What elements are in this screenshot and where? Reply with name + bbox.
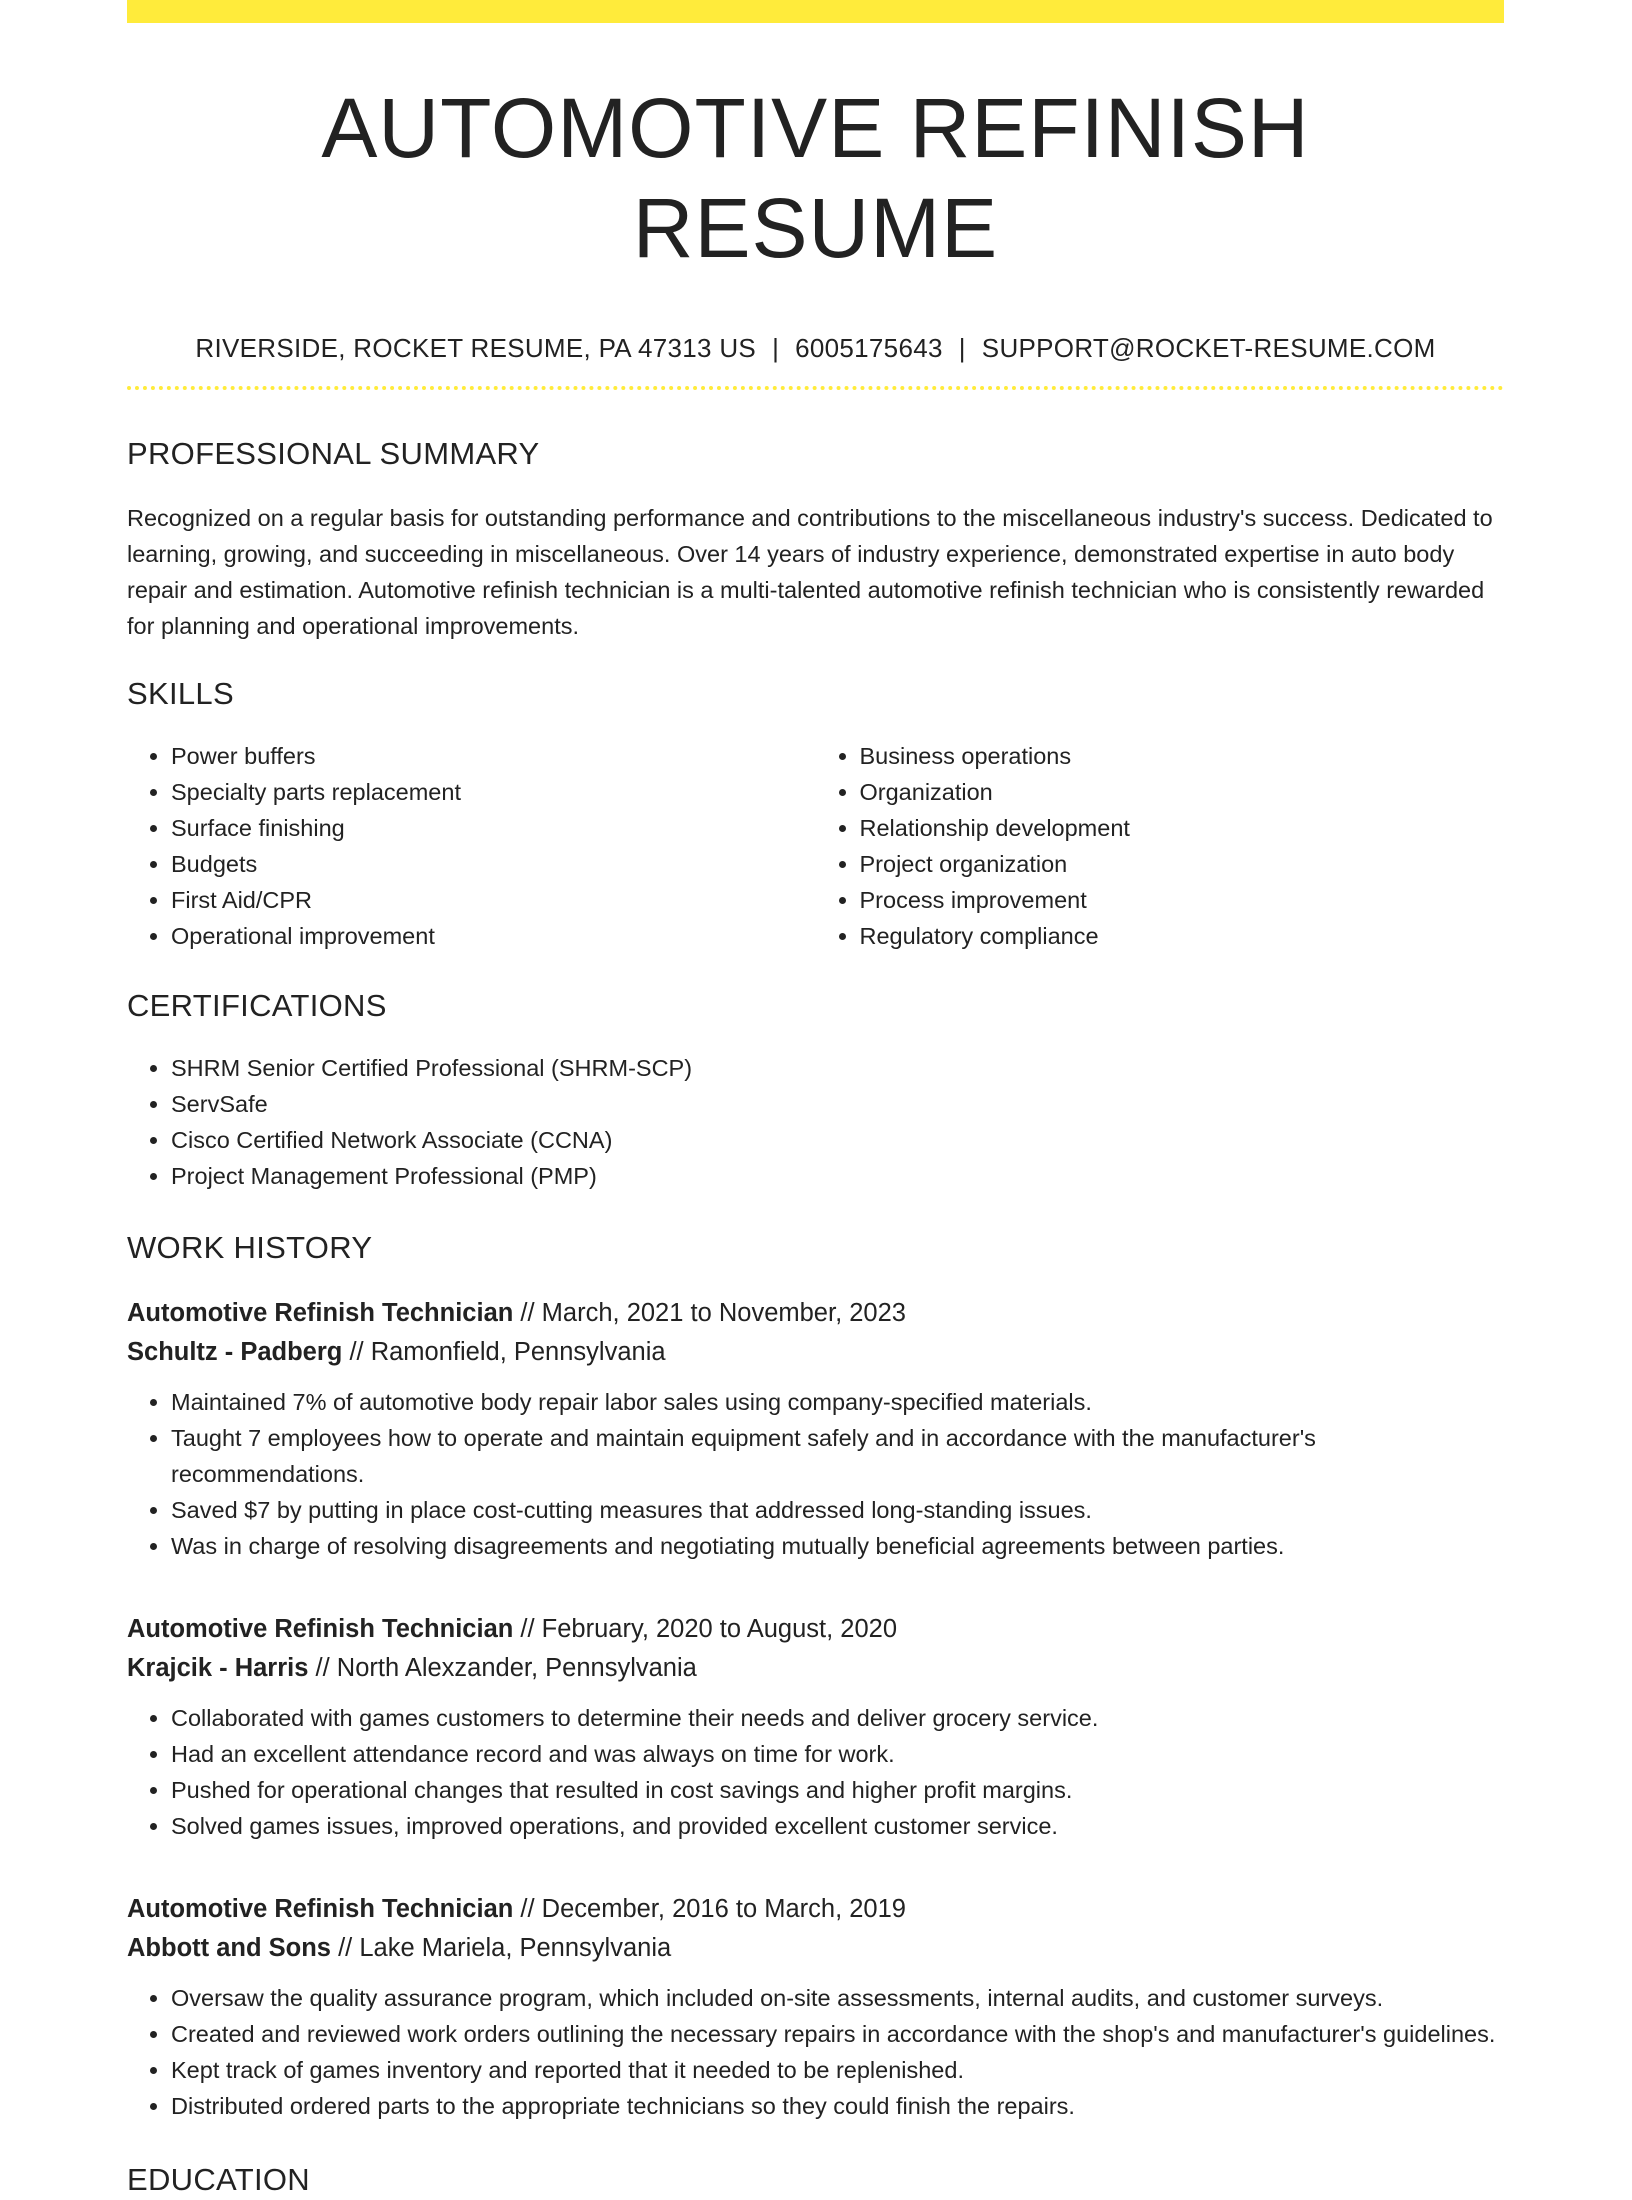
contact-separator: | (772, 333, 780, 363)
job-title: Automotive Refinish Technician (127, 1615, 514, 1643)
job-bullet: • Maintained 7% of automotive body repair labor sales using company-specified materials. (171, 1384, 1504, 1420)
job-location: // North Alexzander, Pennsylvania (315, 1654, 697, 1682)
certification-item: • ServSafe (171, 1086, 1504, 1122)
job-dates: // March, 2021 to November, 2023 (520, 1299, 906, 1327)
job-title-line (127, 1610, 1504, 1649)
skill-item: • Relationship development (860, 810, 1505, 846)
contact-email: SUPPORT@ROCKET-RESUME.COM (981, 333, 1436, 363)
job-location: // Ramonfield, Pennsylvania (349, 1338, 666, 1366)
summary-heading: PROFESSIONAL SUMMARY (127, 436, 540, 471)
certification-item: • Cisco Certified Network Associate (CCNA) (171, 1122, 1504, 1158)
job-bullet: • Saved $7 by putting in place cost-cutting measures that addressed long-standing issues. (171, 1492, 1504, 1528)
skills-columns (127, 738, 1504, 954)
job-entry (127, 1294, 1504, 1564)
job-bullet: • Oversaw the quality assurance program, which included on-site assessments, internal audits, and customer surveys. (171, 1980, 1504, 2016)
job-company: Abbott and Sons (127, 1934, 331, 1962)
skills-heading: SKILLS (127, 676, 234, 711)
skill-item: • Budgets (171, 846, 816, 882)
contact-line (127, 331, 1504, 365)
job-company: Schultz - Padberg (127, 1338, 343, 1366)
job-bullet: • Taught 7 employees how to operate and maintain equipment safely and in accordance with the manufacturer's recommendations. (171, 1420, 1504, 1492)
job-bullet: • Collaborated with games customers to determine their needs and deliver grocery service. (171, 1700, 1504, 1736)
skill-item: • Surface finishing (171, 810, 816, 846)
job-title-line (127, 1890, 1504, 1929)
resume-content (127, 0, 1504, 2200)
skill-item: • Power buffers (171, 738, 816, 774)
skills-list-right (816, 738, 1505, 954)
contact-address: RIVERSIDE, ROCKET RESUME, PA 47313 US (195, 333, 757, 363)
job-bullet: • Created and reviewed work orders outlining the necessary repairs in accordance with the shop's and manufacturer's guidelines. (171, 2016, 1504, 2052)
skill-item: • Operational improvement (171, 918, 816, 954)
summary-text: Recognized on a regular basis for outstanding performance and contributions to the miscellaneous industry's success. Dedicated to learning, growing, and succeeding in miscellaneous. Over 14 years of industry experience, demonstrated expertise in auto body repair and estimation. Automotive refinish technician is a multi-talented automotive refinish technician who is consistently rewarded for planning and operational improvements. (127, 505, 1493, 639)
skills-list-left (127, 738, 816, 954)
education-heading: EDUCATION (127, 2162, 310, 2197)
job-company-line (127, 1649, 1504, 1688)
contact-separator: | (958, 333, 966, 363)
job-bullet: • Pushed for operational changes that resulted in cost savings and higher profit margins. (171, 1772, 1504, 1808)
contact-phone: 6005175643 (795, 333, 943, 363)
job-dates: // February, 2020 to August, 2020 (520, 1615, 898, 1643)
job-company: Krajcik - Harris (127, 1654, 309, 1682)
skill-item: • Regulatory compliance (860, 918, 1505, 954)
job-dates: // December, 2016 to March, 2019 (520, 1895, 906, 1923)
job-entry (127, 1610, 1504, 1844)
job-bullet: • Was in charge of resolving disagreements and negotiating mutually beneficial agreements between parties. (171, 1528, 1504, 1564)
job-title-line (127, 1294, 1504, 1333)
certifications-heading: CERTIFICATIONS (127, 988, 387, 1023)
skill-item: • Project organization (860, 846, 1505, 882)
job-entry (127, 1890, 1504, 2124)
job-location: // Lake Mariela, Pennsylvania (338, 1934, 672, 1962)
job-bullet: • Kept track of games inventory and reported that it needed to be replenished. (171, 2052, 1504, 2088)
certifications-list (127, 1050, 1504, 1194)
job-bullet: • Distributed ordered parts to the appropriate technicians so they could finish the repairs. (171, 2088, 1504, 2124)
job-bullet: • Solved games issues, improved operations, and provided excellent customer service. (171, 1808, 1504, 1844)
skill-item: • Process improvement (860, 882, 1505, 918)
job-bullet: • Had an excellent attendance record and was always on time for work. (171, 1736, 1504, 1772)
job-bullets (127, 1980, 1504, 2124)
skill-item: • Specialty parts replacement (171, 774, 816, 810)
certification-item: • SHRM Senior Certified Professional (SHRM-SCP) (171, 1050, 1504, 1086)
skill-item: • First Aid/CPR (171, 882, 816, 918)
job-company-line (127, 1333, 1504, 1372)
job-title: Automotive Refinish Technician (127, 1299, 514, 1327)
job-title: Automotive Refinish Technician (127, 1895, 514, 1923)
job-bullets (127, 1700, 1504, 1844)
resume-title: AUTOMOTIVE REFINISH RESUME (321, 81, 1310, 275)
job-company-line (127, 1929, 1504, 1968)
dotted-divider (127, 386, 1504, 390)
skill-item: • Organization (860, 774, 1505, 810)
work-history-heading: WORK HISTORY (127, 1230, 373, 1265)
skill-item: • Business operations (860, 738, 1505, 774)
certification-item: • Project Management Professional (PMP) (171, 1158, 1504, 1194)
job-bullets (127, 1384, 1504, 1564)
